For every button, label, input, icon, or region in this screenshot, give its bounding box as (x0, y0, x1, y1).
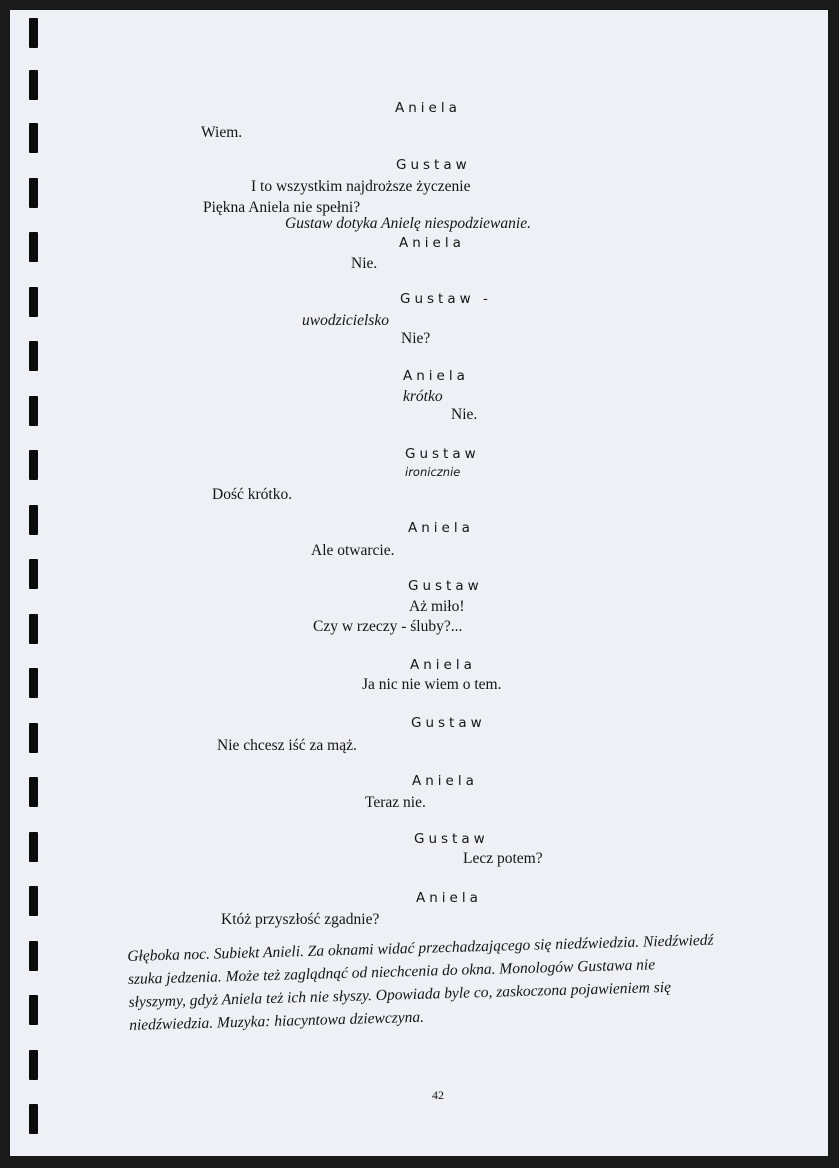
dialogue-line: Dość krótko. (212, 486, 293, 503)
speaker-name: Gustaw (396, 157, 471, 173)
page-number: 42 (432, 1088, 444, 1102)
dialogue-line: Któż przyszłość zgadnie? (221, 911, 380, 928)
speaker-name: Gustaw (411, 715, 486, 731)
stage-direction-line: Głęboka noc. Subiekt Anieli. Za oknami widać przechadzającego się niedźwiedzia. Niedźwiedź (127, 931, 714, 965)
speaker-name: Aniela (403, 368, 469, 384)
dialogue-line: Wiem. (201, 124, 243, 141)
binding-hole (29, 832, 38, 862)
dialogue-line: Nie? (401, 330, 431, 347)
binding-hole (29, 505, 38, 535)
binding-hole (29, 341, 38, 371)
dialogue-line: Teraz nie. (365, 794, 426, 811)
speaker-name: Aniela (416, 890, 482, 906)
binding-hole (29, 396, 38, 426)
binding-hole (29, 559, 38, 589)
dialogue-line: Ale otwarcie. (311, 542, 395, 559)
dialogue-line: Nie. (451, 406, 478, 423)
speaker-name: Aniela (399, 235, 465, 251)
stage-direction-line: niedźwiedzia. Muzyka: hiacyntowa dziewczyna. (129, 1008, 425, 1034)
binding-hole (29, 1104, 38, 1134)
dialogue-line: I to wszystkim najdroższe życzenie (251, 178, 471, 195)
speaker-name: Gustaw - (400, 291, 492, 307)
speaker-name: Gustaw (414, 831, 489, 847)
binding-hole (29, 178, 38, 208)
stage-note: Gustaw dotyka Anielę niespodziewanie. (285, 215, 531, 232)
binding-hole (29, 123, 38, 153)
stage-direction-line: szuka jedzenia. Może też zaglądnąć od niechcenia do okna. Monologów Gustawa nie (127, 956, 656, 988)
dialogue-line: Piękna Aniela nie spełni? (203, 199, 361, 216)
dialogue-line: Czy w rzeczy - śluby?... (313, 618, 463, 635)
stage-note: uwodzicielsko (302, 312, 389, 329)
dialogue-line: Lecz potem? (463, 850, 543, 867)
binding-hole (29, 777, 38, 807)
binding-hole (29, 287, 38, 317)
binding-hole (29, 668, 38, 698)
speaker-name: Aniela (408, 520, 474, 536)
binding-hole (29, 941, 38, 971)
stage-direction (127, 927, 769, 1037)
binding-hole (29, 450, 38, 480)
binding-hole (29, 886, 38, 916)
dialogue-line: Nie chcesz iść za mąż. (217, 737, 357, 754)
speaker-name: Gustaw (408, 578, 483, 594)
binding-hole (29, 723, 38, 753)
stage-direction-line: słyszymy, gdyż Aniela też ich nie słyszy. Opowiada byle co, zaskoczona pojawieniem się (128, 978, 672, 1011)
dialogue-line: Nie. (351, 255, 378, 272)
dialogue-line: Ja nic nie wiem o tem. (362, 676, 502, 693)
dialogue-line: Aż miło! (409, 598, 465, 615)
speaker-name: Gustaw (405, 446, 480, 462)
stage-note: krótko (403, 388, 443, 405)
binding-hole (29, 18, 38, 48)
document-page (10, 10, 828, 1156)
speaker-name: Aniela (395, 100, 461, 116)
binding-hole (29, 614, 38, 644)
speaker-name: Aniela (410, 657, 476, 673)
binding-hole (29, 995, 38, 1025)
binding-hole (29, 70, 38, 100)
binding-hole (29, 1050, 38, 1080)
stage-note: ironicznie (405, 465, 461, 479)
binding-hole (29, 232, 38, 262)
speaker-name: Aniela (412, 773, 478, 789)
